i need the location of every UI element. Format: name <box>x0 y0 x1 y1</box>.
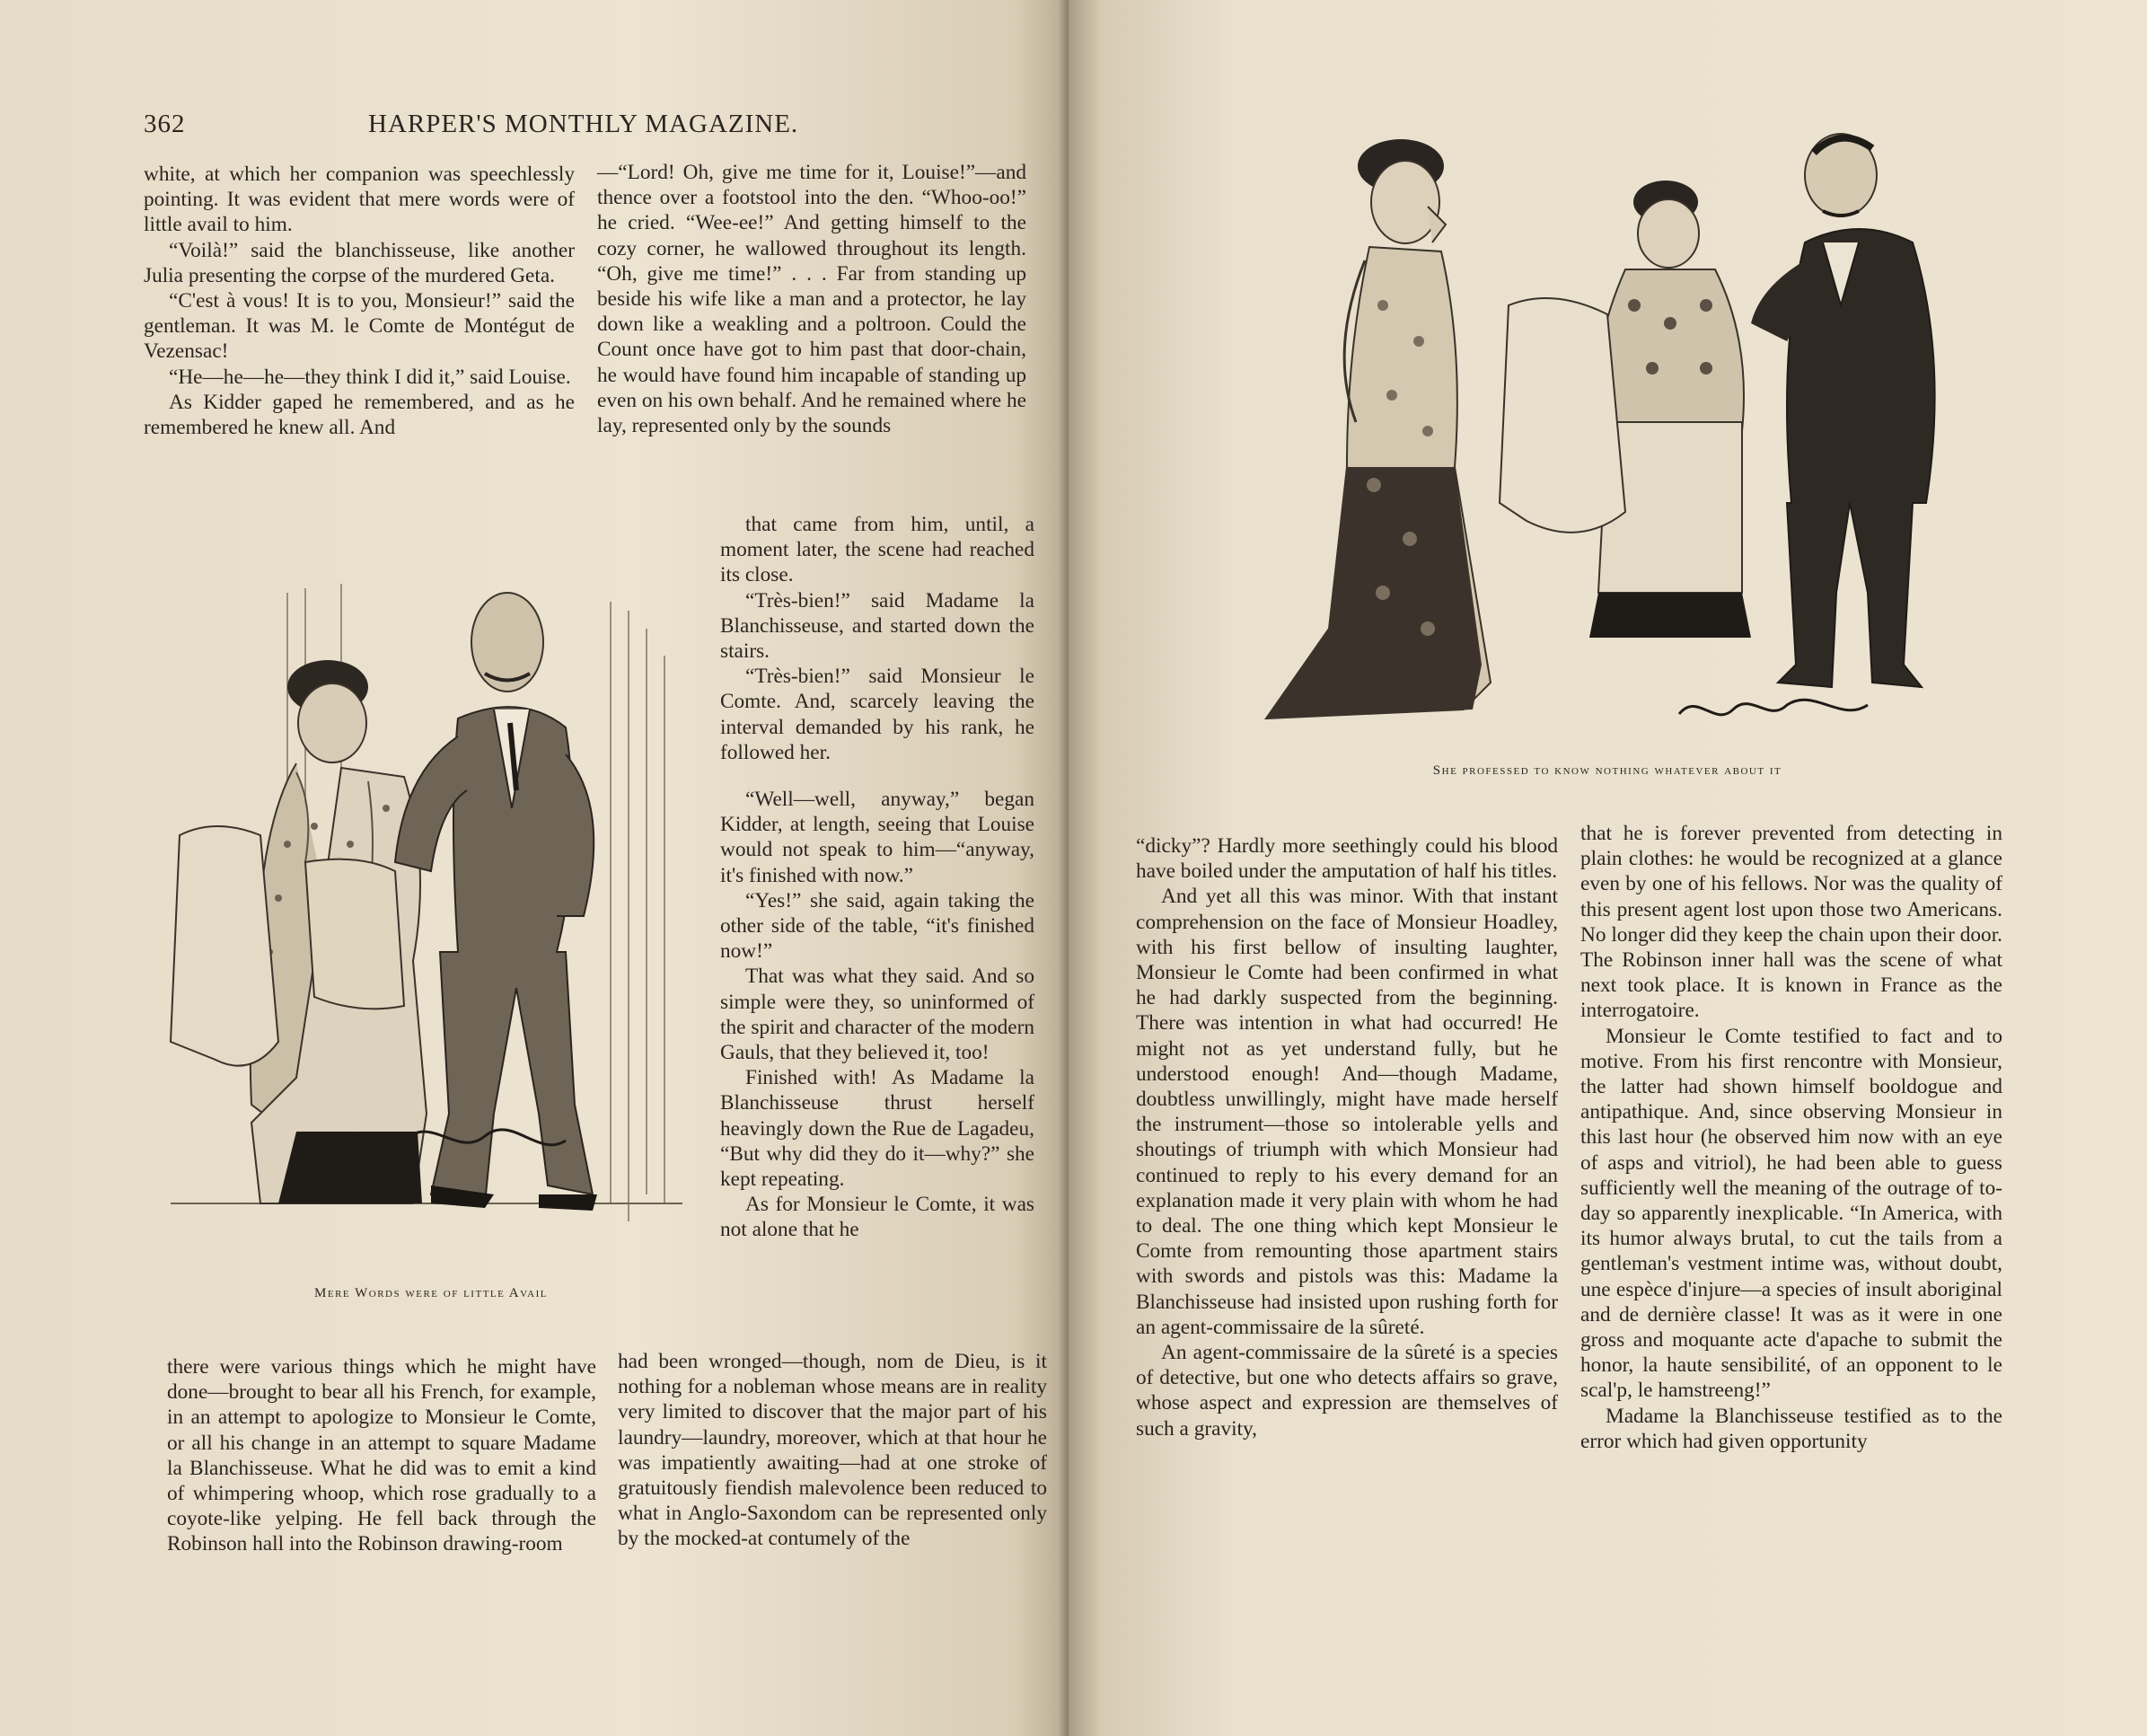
paragraph: Finished with! As Madame la Blanchisseuse thrust herself heavingly down the Rue de Lagadeu, “But why did they do it—why?” she kept repeating. <box>720 1066 1034 1192</box>
paragraph: “Yes!” she said, again taking the other side of the table, “it's finished now!” <box>720 888 1034 964</box>
paragraph: that he is forever prevented from detecting in plain clothes: he would be recognized at a glance even by one of his fellows. Nor was the quality of this present agent lost upon those two Americans. No longer did they keep the chain upon their door. The Robinson inner hall was the scene of what next took place. It is known in France as the interrogatoire. <box>1580 822 2002 1023</box>
left-col1-top <box>144 162 575 440</box>
paragraph: Monsieur le Comte testified to fact and to motive. From his first rencontre with Monsieur, the latter had shown himself booldogue and antipathique. And, since observing Monsieur in this last hour (he observed him now with an eye of asps and vitriol), he had been able to guess sufficiently well the meaning of the outrage of to-day so apparently inexplicable. “In America, with its humor always brutal, to cut the tails from a gentleman's vestment intime was, without doubt, une espèce d'injure—a species of insult aboriginal and de dernière classe! It was as it were in one gross and moquante acte d'apache to submit the honor, la haute sensibilité, of an opponent to le scal'p, le hamstreeng!” <box>1580 1024 2002 1403</box>
left-col2-bottom <box>618 1349 1047 1552</box>
paragraph: “Très-bien!” said Monsieur le Comte. And, scarcely leaving the interval demanded by his rank, he followed her. <box>720 665 1034 764</box>
paragraph: “C'est à vous! It is to you, Monsieur!” said the gentleman. It was M. le Comte de Montégut de Vezensac! <box>144 289 575 364</box>
illustration-laundress-and-count <box>162 575 691 1266</box>
page-number: 362 <box>144 110 186 138</box>
paragraph: That was what they said. And so simple were they, so uninformed of the spirit and character of the modern Gauls, that they believed it, too! <box>720 965 1034 1065</box>
paragraph: An agent-commissaire de la sûreté is a species of detective, but one who detects affairs so grave, whose aspect and expression are themselves of such a gravity, <box>1136 1341 1558 1441</box>
paragraph: “dicky”? Hardly more seethingly could his blood have boiled under the amputation of half his titles. <box>1136 834 1558 884</box>
illustration-caption: She professed to know nothing whatever about it <box>1432 763 1782 778</box>
left-col2-narrow <box>720 512 1034 1243</box>
paragraph: “Très-bien!” said Madame la Blanchisseuse, and started down the stairs. <box>720 588 1034 664</box>
paragraph: As Kidder gaped he remembered, and as he remembered he knew all. And <box>144 390 575 440</box>
right-col2 <box>1580 821 2002 1454</box>
paragraph: there were various things which he might have done—brought to bear all his French, for example, in an attempt to apologize to Monsieur le Comte, or all his change in an attempt to square Madame la Blanchisseuse. What he did was to emit a kind of whimpering whoop, which rose gradually to a coyote-like yelping. He fell back through the Robinson hall into the Robinson drawing-room <box>167 1355 596 1556</box>
paragraph: And yet all this was minor. With that instant comprehension on the face of Monsieur Hoadley, with his first bellow of insulting laughter, Monsieur le Comte had been confirmed in what he had darkly suspected from the beginning. There was intention in what had occurred! He might not as yet understand fully, but he understood enough! And—though Madame, doubtless unwillingly, might have made herself the instrument—those so intolerable yells and shoutings of triumph with which Monsieur had continued to reply to his every demand for an explanation made it very plain with whom he had to deal. The one thing which kept Monsieur le Comte from remounting those apartment stairs with swords and pistols was this: Madame la Blanchisseuse had insisted upon rushing forth for an agent-commissaire de la sûreté. <box>1136 885 1558 1339</box>
illustration-caption: Mere Words were of little Avail <box>314 1286 548 1300</box>
paragraph: “Well—well, anyway,” began Kidder, at length, seeing that Louise would not speak to him—“anyway, it's finished with now.” <box>720 788 1034 887</box>
paragraph: As for Monsieur le Comte, it was not alone that he <box>720 1193 1034 1242</box>
running-head <box>144 110 1024 145</box>
left-col1-bottom <box>167 1354 596 1557</box>
count-figure <box>1751 134 1935 687</box>
illustration-drawing <box>1203 126 2047 745</box>
illustration-three-figures <box>1203 126 2047 745</box>
right-page <box>1069 0 2147 1736</box>
paragraph: “He—he—he—they think I did it,” said Louise. <box>169 365 571 389</box>
paragraph: white, at which her companion was speechlessly pointing. It was evident that mere words were of little avail to him. <box>144 163 575 237</box>
left-page <box>0 0 1069 1736</box>
paragraph: Madame la Blanchisseuse testified as to the error which had given opportunity <box>1580 1404 2002 1453</box>
right-col1 <box>1136 833 1558 1441</box>
paragraph: —“Lord! Oh, give me time for it, Louise!”—and thence over a footstool into the den. “Whoo-oo!” he cried. “Wee-ee!” And getting himself to the cozy corner, he wallowed throughout its length. “Oh, give me time!” . . . Far from standing up beside his wife like a man and a protector, he lay down like a weakling and a poltroon. Could the Count once have got to him past that door-chain, he would have found him incapable of standing up even on his own behalf. And he remained where he lay, represented only by the sounds <box>597 161 1026 438</box>
left-col2-top <box>597 160 1026 438</box>
paragraph: that came from him, until, a moment later, the scene had reached its close. <box>720 513 1034 587</box>
louise-figure <box>1266 139 1491 718</box>
paragraph: “Voilà!” said the blanchisseuse, like another Julia presenting the corpse of the murdered Geta. <box>144 238 575 287</box>
illustration-drawing <box>162 575 691 1266</box>
paragraph: had been wronged—though, nom de Dieu, is it nothing for a nobleman whose means are in reality very limited to discover that the major part of his laundry—laundry, moreover, which at that hour he was impatiently awaiting—had at one stroke of gratuitously fiendish malevolence been reduced to what in Anglo-Saxondom can be represented only by the mocked-at contumely of the <box>618 1350 1047 1551</box>
laundress-figure <box>1500 181 1751 638</box>
laundress-figure <box>171 660 427 1203</box>
running-title: HARPER'S MONTHLY MAGAZINE. <box>368 110 799 138</box>
